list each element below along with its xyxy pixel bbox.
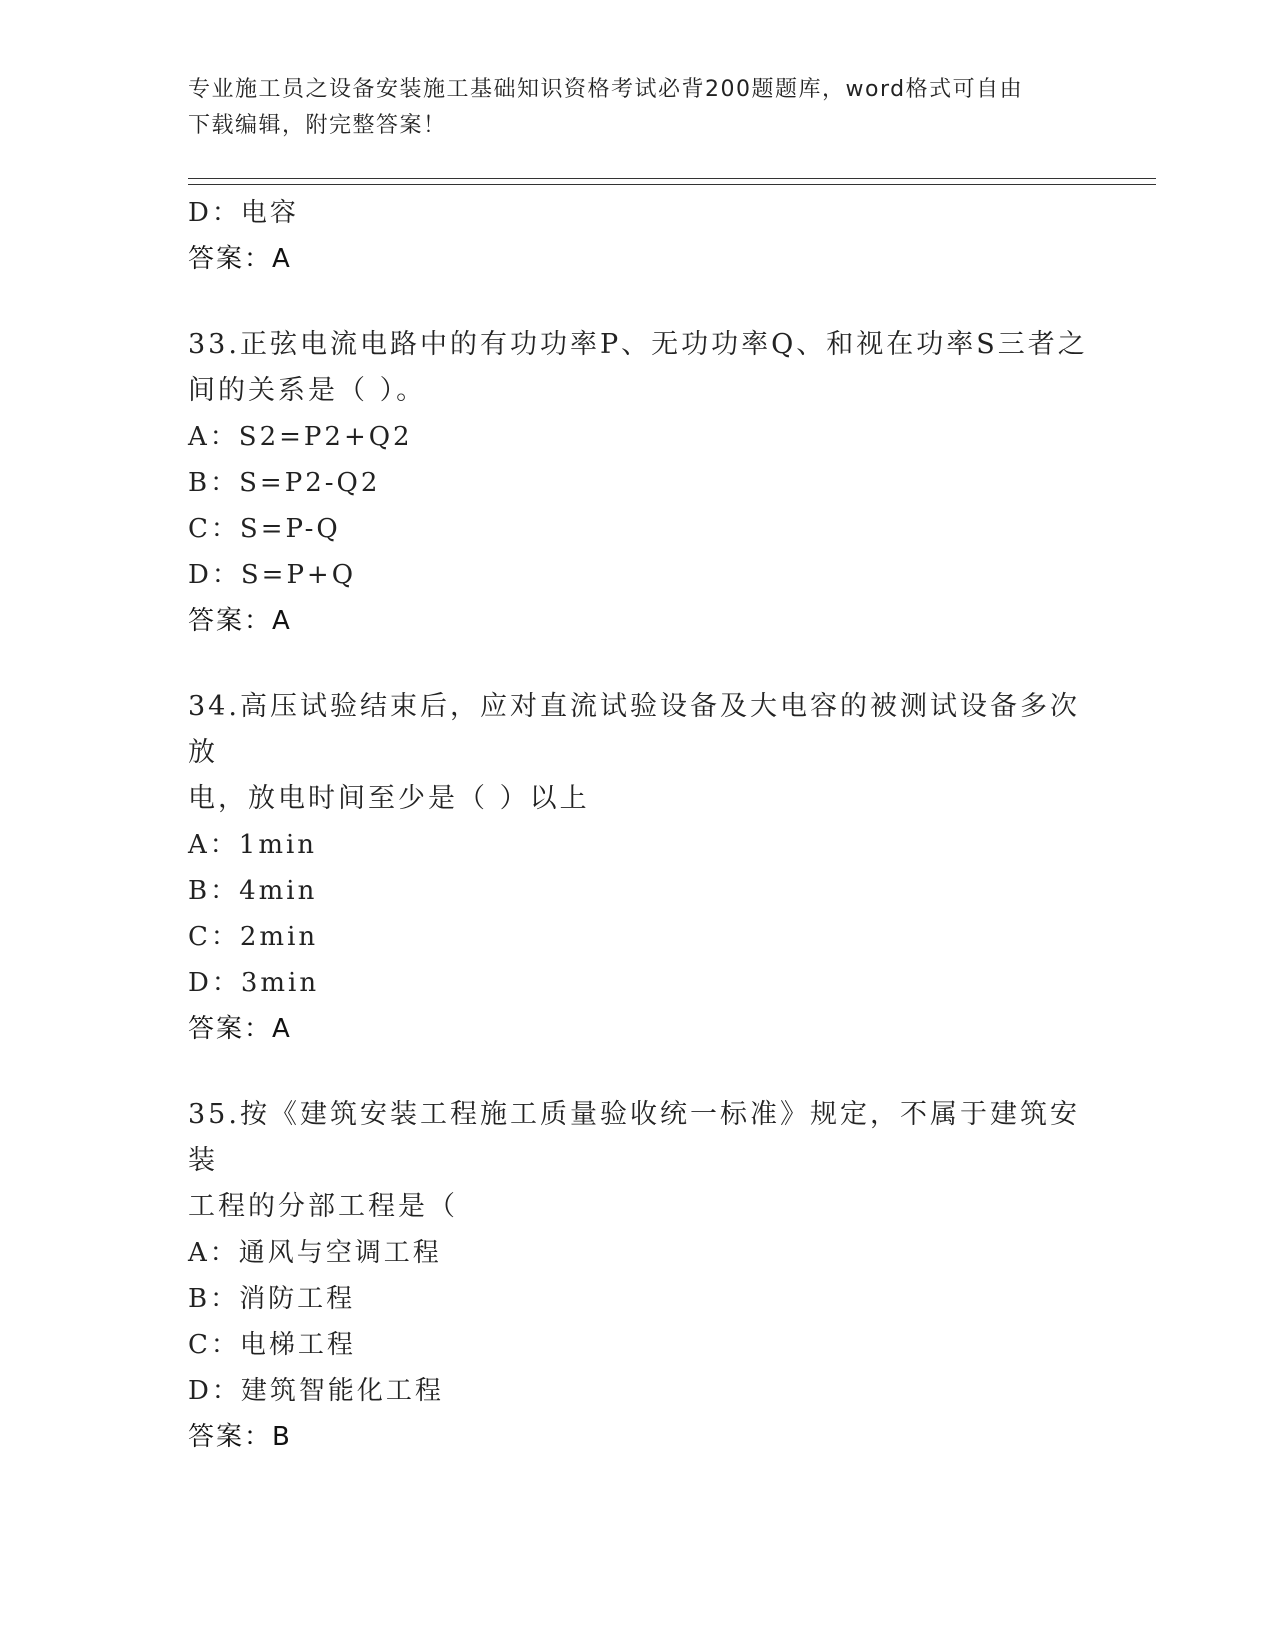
answer-line: 答案：A: [188, 1014, 292, 1044]
document-body: [188, 190, 1088, 1460]
question-35: [188, 1092, 1088, 1460]
question-text: 34.高压试验结束后，应对直流试验设备及大电容的被测试设备多次放: [188, 691, 1080, 768]
header-line-1: 专业施工员之设备安装施工基础知识资格考试必背200题题库，word格式可自由: [188, 77, 1024, 102]
option-a: A：S2=P2+Q2: [188, 422, 413, 452]
option-b: B：消防工程: [188, 1284, 356, 1314]
question-34: [188, 684, 1088, 1052]
option-d: D：3min: [188, 968, 320, 998]
option-c: C：S=P-Q: [188, 514, 341, 544]
answer-line: 答案：A: [188, 244, 292, 274]
option-a: A：1min: [188, 830, 318, 860]
page-header: [188, 72, 1088, 144]
partial-question: [188, 190, 1088, 282]
header-line-2: 下载编辑，附完整答案！: [188, 113, 447, 138]
option-a: A：通风与空调工程: [188, 1238, 442, 1268]
question-text: 33.正弦电流电路中的有功功率P、无功功率Q、和视在功率S三者之: [188, 329, 1088, 360]
header-divider: [188, 178, 1156, 185]
option-c: C：电梯工程: [188, 1330, 356, 1360]
option-d: D：建筑智能化工程: [188, 1376, 444, 1406]
question-text: 35.按《建筑安装工程施工质量验收统一标准》规定，不属于建筑安装: [188, 1099, 1080, 1176]
option-b: B：S=P2-Q2: [188, 468, 381, 498]
question-text-cont: 工程的分部工程是（: [188, 1191, 458, 1222]
answer-line: 答案：A: [188, 606, 292, 636]
question-text-cont: 电，放电时间至少是（ ）以上: [188, 783, 590, 814]
option-c: C：2min: [188, 922, 319, 952]
answer-line: 答案：B: [188, 1422, 292, 1452]
option-d: D：S=P+Q: [188, 560, 357, 590]
option-b: B：4min: [188, 876, 318, 906]
question-text-cont: 间的关系是（ ）。: [188, 375, 427, 406]
question-33: [188, 322, 1088, 644]
option-d: D：电容: [188, 198, 299, 228]
